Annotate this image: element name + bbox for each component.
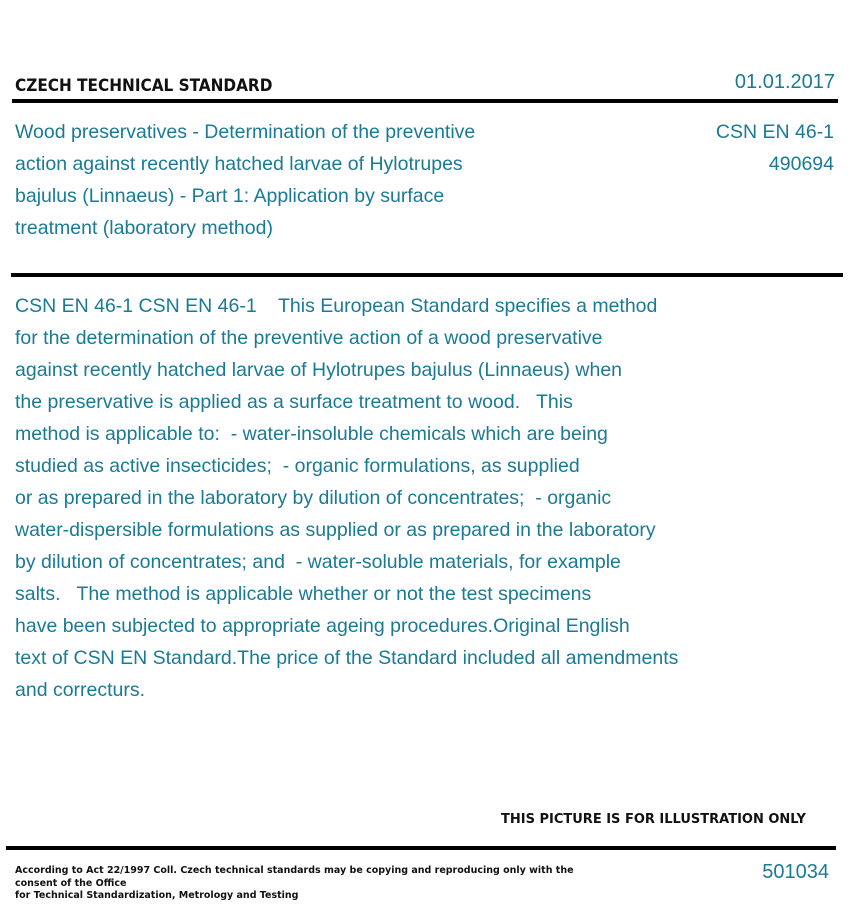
- title-line: action against recently hatched larvae of Hylotrupes: [15, 153, 463, 175]
- description-line: have been subjected to appropriate ageing procedures.Original English: [15, 615, 630, 637]
- title-line: bajulus (Linnaeus) - Part 1: Application by surface: [15, 185, 445, 207]
- title-divider: [11, 273, 843, 277]
- legal-notice: [15, 865, 595, 903]
- description-line: salts. The method is applicable whether or not the test specimens: [15, 583, 592, 605]
- class-number: 490694: [768, 153, 834, 175]
- legal-line: for Technical Standardization, Metrology and Testing: [15, 890, 299, 901]
- description-line: water-dispersible formulations as supplied or as prepared in the laboratory: [15, 519, 656, 541]
- title-line: Wood preservatives - Determination of the preventive: [15, 121, 476, 143]
- document-type-label: CZECH TECHNICAL STANDARD: [15, 76, 273, 96]
- standard-code: CSN EN 46-1: [715, 121, 834, 143]
- description-line: studied as active insecticides; - organic formulations, as supplied: [15, 455, 580, 477]
- description-line: or as prepared in the laboratory by dilution of concentrates; - organic: [15, 487, 612, 509]
- header-divider: [12, 99, 838, 103]
- description-line: by dilution of concentrates; and - water-soluble materials, for example: [15, 551, 621, 573]
- description-line: and correcturs.: [15, 679, 146, 701]
- publication-date: 01.01.2017: [734, 71, 835, 93]
- illustration-note: THIS PICTURE IS FOR ILLUSTRATION ONLY: [501, 812, 806, 827]
- document-number: 501034: [762, 861, 829, 883]
- description-line: CSN EN 46-1 CSN EN 46-1 This European Standard specifies a method: [15, 295, 658, 317]
- standard-codes: [716, 116, 834, 180]
- title-line: treatment (laboratory method): [15, 217, 273, 239]
- standard-title: [15, 116, 555, 244]
- legal-line: According to Act 22/1997 Coll. Czech technical standards may be copying and reproducing only with the consent of the Office: [15, 865, 574, 889]
- description-line: the preservative is applied as a surface treatment to wood. This: [15, 391, 573, 413]
- standard-description: [15, 290, 775, 706]
- description-line: text of CSN EN Standard.The price of the Standard included all amendments: [15, 647, 679, 669]
- footer-divider: [6, 846, 836, 850]
- description-line: for the determination of the preventive action of a wood preservative: [15, 327, 603, 349]
- description-line: method is applicable to: - water-insoluble chemicals which are being: [15, 423, 608, 445]
- description-line: against recently hatched larvae of Hylotrupes bajulus (Linnaeus) when: [15, 359, 623, 381]
